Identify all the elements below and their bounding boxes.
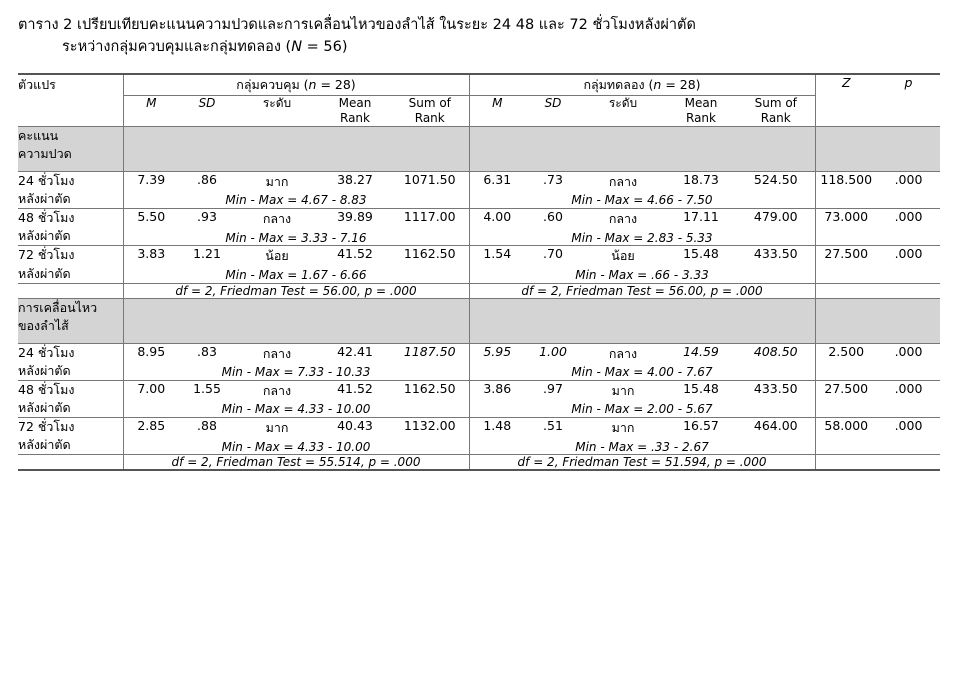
z-value: 58.000 <box>815 418 877 455</box>
row-label <box>18 171 123 208</box>
control-minmax: Min - Max = 7.33 - 10.33 <box>123 365 469 380</box>
header-group-row <box>18 75 940 96</box>
exp-sumrank: 464.00 <box>737 418 815 440</box>
section-footer-p <box>877 283 940 298</box>
header-exp-sd: SD <box>544 95 562 110</box>
section-pad-c5 <box>391 126 469 171</box>
section-pad-c3 <box>235 298 319 343</box>
exp-meanrank: 14.59 <box>665 343 737 365</box>
control-sumrank: 1132.00 <box>391 418 469 440</box>
exp-level: กลาง <box>581 209 665 231</box>
header-group-control-pre: กลุ่มควบคุม ( <box>236 76 309 92</box>
control-minmax: Min - Max = 1.67 - 6.66 <box>123 268 469 283</box>
exp-sd: .97 <box>525 380 581 402</box>
control-m: 2.85 <box>123 418 179 440</box>
control-level: กลาง <box>235 380 319 402</box>
row-label-line1: 72 ชั่วโมง <box>18 247 75 263</box>
header-control-sumrank <box>391 95 469 126</box>
header-group-control-post: = 28) <box>316 76 356 92</box>
exp-meanrank: 16.57 <box>665 418 737 440</box>
exp-minmax: Min - Max = .33 - 2.67 <box>469 440 815 455</box>
row-label-line2: หลังผ่าตัด <box>18 437 71 453</box>
control-sd: 1.55 <box>179 380 235 402</box>
control-minmax: Min - Max = 4.67 - 8.83 <box>123 193 469 208</box>
header-variable: ตัวแปร <box>18 76 56 92</box>
control-m: 5.50 <box>123 209 179 231</box>
exp-friedman: df = 2, Friedman Test = 56.00, p = .000 <box>469 283 815 298</box>
p-value: .000 <box>877 209 940 246</box>
control-level: กลาง <box>235 343 319 365</box>
exp-m: 1.54 <box>469 246 525 268</box>
control-meanrank: 41.52 <box>319 380 391 402</box>
exp-m: 3.86 <box>469 380 525 402</box>
exp-meanrank: 17.11 <box>665 209 737 231</box>
section-pad-e5 <box>737 298 815 343</box>
exp-meanrank: 18.73 <box>665 171 737 193</box>
row-label <box>18 209 123 246</box>
exp-sd: .51 <box>525 418 581 440</box>
section-pad-e5 <box>737 126 815 171</box>
exp-minmax: Min - Max = 2.00 - 5.67 <box>469 402 815 417</box>
exp-minmax: Min - Max = .66 - 3.33 <box>469 268 815 283</box>
control-sumrank: 1117.00 <box>391 209 469 231</box>
comparison-table <box>18 73 940 472</box>
exp-sumrank: 433.50 <box>737 380 815 402</box>
header-control-sumrank-1: Sum of <box>408 95 451 110</box>
control-sumrank: 1162.50 <box>391 380 469 402</box>
section-pad-c1 <box>123 298 179 343</box>
table-row <box>18 246 940 268</box>
control-meanrank: 41.52 <box>319 246 391 268</box>
header-sub-row <box>18 95 940 126</box>
z-value: 73.000 <box>815 209 877 246</box>
control-level: กลาง <box>235 209 319 231</box>
section-footer-spacer <box>18 455 123 471</box>
section-pad-c2 <box>179 126 235 171</box>
exp-m: 6.31 <box>469 171 525 193</box>
section-pad-c4 <box>319 126 391 171</box>
row-label <box>18 246 123 283</box>
exp-meanrank: 15.48 <box>665 380 737 402</box>
exp-minmax: Min - Max = 4.00 - 7.67 <box>469 365 815 380</box>
header-group-exp-post: = 28) <box>661 76 701 92</box>
header-control-meanrank <box>319 95 391 126</box>
z-value: 2.500 <box>815 343 877 380</box>
section-pad-e2 <box>525 126 581 171</box>
section-title-row <box>18 126 940 171</box>
z-value: 118.500 <box>815 171 877 208</box>
row-label-line1: 48 ชั่วโมง <box>18 210 75 226</box>
p-value: .000 <box>877 418 940 455</box>
minmax-row <box>18 440 940 455</box>
exp-sumrank: 408.50 <box>737 343 815 365</box>
exp-m: 1.48 <box>469 418 525 440</box>
row-label <box>18 380 123 417</box>
header-control-meanrank-2: Rank <box>340 110 370 125</box>
control-friedman: df = 2, Friedman Test = 55.514, p = .000 <box>123 455 469 471</box>
header-group-exp-pre: กลุ่มทดลอง ( <box>583 76 654 92</box>
row-label-line2: หลังผ่าตัด <box>18 191 71 207</box>
header-exp-sumrank <box>737 95 815 126</box>
control-minmax: Min - Max = 4.33 - 10.00 <box>123 440 469 455</box>
control-level: มาก <box>235 418 319 440</box>
header-exp-sumrank-1: Sum of <box>754 95 797 110</box>
header-exp-meanrank-1: Mean <box>684 95 718 110</box>
table-row <box>18 380 940 402</box>
section-pad-e3 <box>581 126 665 171</box>
exp-m: 4.00 <box>469 209 525 231</box>
section-pad-c1 <box>123 126 179 171</box>
section-pad-c3 <box>235 126 319 171</box>
header-control-meanrank-1: Mean <box>338 95 372 110</box>
section-footer-spacer <box>18 283 123 298</box>
header-p: p <box>904 74 913 90</box>
section-footer-row <box>18 283 940 298</box>
table-row <box>18 343 940 365</box>
control-friedman: df = 2, Friedman Test = 56.00, p = .000 <box>123 283 469 298</box>
control-meanrank: 38.27 <box>319 171 391 193</box>
header-control-sd: SD <box>198 95 216 110</box>
header-control-level: ระดับ <box>262 95 292 110</box>
header-control-m: M <box>123 95 179 126</box>
section-pad-c4 <box>319 298 391 343</box>
section-pad-p <box>877 298 940 343</box>
control-sd: .93 <box>179 209 235 231</box>
row-label-line2: หลังผ่าตัด <box>18 228 71 244</box>
minmax-row <box>18 268 940 283</box>
control-meanrank: 42.41 <box>319 343 391 365</box>
row-label-line1: 48 ชั่วโมง <box>18 381 75 397</box>
minmax-row <box>18 231 940 246</box>
row-label-line1: 24 ชั่วโมง <box>18 344 75 360</box>
control-level: มาก <box>235 171 319 193</box>
exp-sd: .60 <box>525 209 581 231</box>
section-title-bowel <box>18 298 123 343</box>
control-meanrank: 40.43 <box>319 418 391 440</box>
minmax-row <box>18 193 940 208</box>
exp-sumrank: 433.50 <box>737 246 815 268</box>
section-title-bowel-2: ของลำไส้ <box>18 317 69 333</box>
section-pad-e4 <box>665 298 737 343</box>
header-group-exp-n: n <box>653 76 662 92</box>
control-m: 3.83 <box>123 246 179 268</box>
control-m: 7.39 <box>123 171 179 193</box>
row-label-line1: 24 ชั่วโมง <box>18 172 75 188</box>
section-pad-p <box>877 126 940 171</box>
header-group-control <box>123 75 469 96</box>
table-row <box>18 171 940 193</box>
section-title-pain-2: ความปวด <box>18 146 72 162</box>
row-label <box>18 343 123 380</box>
section-pad-z <box>815 298 877 343</box>
header-group-control-n: n <box>308 76 317 92</box>
section-pad-e1 <box>469 126 525 171</box>
section-pad-e4 <box>665 126 737 171</box>
header-exp-level: ระดับ <box>608 95 638 110</box>
section-footer-z <box>815 283 877 298</box>
row-label-line2: หลังผ่าตัด <box>18 400 71 416</box>
control-m: 7.00 <box>123 380 179 402</box>
section-pad-z <box>815 126 877 171</box>
minmax-row <box>18 402 940 417</box>
exp-meanrank: 15.48 <box>665 246 737 268</box>
section-title-pain-1: คะแนน <box>18 127 59 143</box>
control-sd: .86 <box>179 171 235 193</box>
section-footer-z <box>815 455 877 471</box>
control-m: 8.95 <box>123 343 179 365</box>
section-title-row <box>18 298 940 343</box>
caption-line-2 <box>18 36 940 58</box>
caption-n-italic: N <box>291 39 303 56</box>
exp-sd: 1.00 <box>525 343 581 365</box>
control-sumrank: 1187.50 <box>391 343 469 365</box>
exp-sumrank: 524.50 <box>737 171 815 193</box>
header-group-experiment <box>469 75 815 96</box>
section-title-bowel-1: การเคลื่อนไหว <box>18 299 98 315</box>
section-pad-c5 <box>391 298 469 343</box>
table-row <box>18 418 940 440</box>
header-control-sumrank-2: Rank <box>414 110 445 125</box>
caption-line-2-post: = 56) <box>302 39 348 56</box>
header-z: Z <box>841 74 851 90</box>
header-exp-meanrank <box>665 95 737 126</box>
header-exp-meanrank-2: Rank <box>686 110 716 125</box>
control-sumrank: 1071.50 <box>391 171 469 193</box>
z-value: 27.500 <box>815 380 877 417</box>
section-footer-p <box>877 455 940 471</box>
exp-level: มาก <box>581 380 665 402</box>
p-value: .000 <box>877 380 940 417</box>
exp-level: กลาง <box>581 171 665 193</box>
control-minmax: Min - Max = 3.33 - 7.16 <box>123 231 469 246</box>
p-value: .000 <box>877 171 940 208</box>
control-sd: .83 <box>179 343 235 365</box>
minmax-row <box>18 365 940 380</box>
row-label <box>18 418 123 455</box>
exp-sd: .73 <box>525 171 581 193</box>
header-exp-sumrank-2: Rank <box>760 110 791 125</box>
row-label-line2: หลังผ่าตัด <box>18 362 71 378</box>
control-meanrank: 39.89 <box>319 209 391 231</box>
section-pad-e3 <box>581 298 665 343</box>
table-caption <box>18 14 940 59</box>
p-value: .000 <box>877 246 940 283</box>
section-pad-e1 <box>469 298 525 343</box>
table-row <box>18 209 940 231</box>
row-label-line2: หลังผ่าตัด <box>18 265 71 281</box>
exp-level: มาก <box>581 418 665 440</box>
section-title-pain <box>18 126 123 171</box>
table-bottom-rule <box>18 470 940 471</box>
caption-line-1: ตาราง 2 เปรียบเทียบคะแนนความปวดและการเคลื่อนไหวของลำไส้ ในระยะ 24 48 และ 72 ชั่วโมงหลังผ่าตัด <box>18 17 696 33</box>
exp-sd: .70 <box>525 246 581 268</box>
control-minmax: Min - Max = 4.33 - 10.00 <box>123 402 469 417</box>
exp-level: น้อย <box>581 246 665 268</box>
exp-m: 5.95 <box>469 343 525 365</box>
row-label-line1: 72 ชั่วโมง <box>18 419 75 435</box>
exp-minmax: Min - Max = 2.83 - 5.33 <box>469 231 815 246</box>
exp-minmax: Min - Max = 4.66 - 7.50 <box>469 193 815 208</box>
section-pad-c2 <box>179 298 235 343</box>
control-sd: .88 <box>179 418 235 440</box>
z-value: 27.500 <box>815 246 877 283</box>
p-value: .000 <box>877 343 940 380</box>
exp-sumrank: 479.00 <box>737 209 815 231</box>
control-level: น้อย <box>235 246 319 268</box>
header-exp-m: M <box>492 95 503 110</box>
exp-level: กลาง <box>581 343 665 365</box>
section-pad-e2 <box>525 298 581 343</box>
control-sumrank: 1162.50 <box>391 246 469 268</box>
caption-line-2-pre: ระหว่างกลุ่มควบคุมและกลุ่มทดลอง ( <box>62 39 292 56</box>
section-footer-row <box>18 455 940 471</box>
control-sd: 1.21 <box>179 246 235 268</box>
exp-friedman: df = 2, Friedman Test = 51.594, p = .000 <box>469 455 815 471</box>
